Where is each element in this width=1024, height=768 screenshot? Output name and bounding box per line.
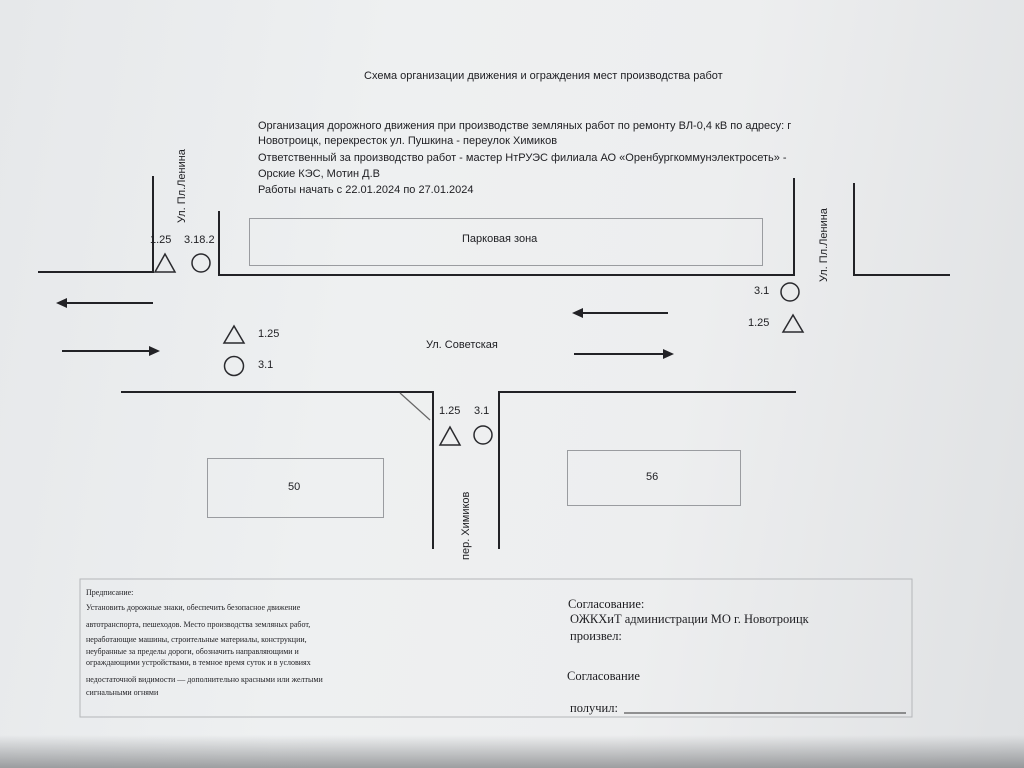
prescription-line-5: неубранные за пределы дороги, обозначить направляющими и xyxy=(86,647,299,656)
approval-org: ОЖКХиТ администрации МО г. Новотроицк xyxy=(570,612,809,626)
info-line-3: Ответственный за производство работ - мастер НтРУЭС филиала АО «Оренбургкоммунэлектросеть» - xyxy=(258,152,787,164)
sign-label-top-left-sign: 3.18.2 xyxy=(184,234,215,246)
warning-triangle-icon xyxy=(155,254,175,272)
prescription-line-8: сигнальными огнями xyxy=(86,688,159,697)
prescription-line-1: Предписание: xyxy=(86,588,134,597)
sign-label-bottom-warning: 1.25 xyxy=(439,405,461,417)
road-edge-bottom-right xyxy=(499,392,796,549)
arrow-right-left-head xyxy=(149,346,160,356)
prescription-line-2: Установить дорожные знаки, обеспечить безопасное движение xyxy=(86,603,301,612)
info-line-1: Организация дорожного движения при производстве земляных работ по ремонту ВЛ-0,4 кВ по адресу: г xyxy=(258,120,792,132)
road-stub-line xyxy=(400,393,430,420)
road-edge-top-left xyxy=(38,176,153,272)
sign-label-mid-left-warning: 1.25 xyxy=(258,328,280,340)
arrow-right-right-head xyxy=(663,349,674,359)
road-edge-top-right xyxy=(854,183,950,275)
street-label-lenina-right: Ул. Пл.Ленина xyxy=(818,208,830,282)
scheme-title: Схема организации движения и ограждения мест производства работ xyxy=(364,70,723,82)
street-label-lenina-left: Ул. Пл.Ленина xyxy=(176,149,188,223)
no-entry-circle-icon xyxy=(781,283,799,301)
warning-triangle-icon xyxy=(224,326,244,343)
prescription-line-7: недостаточной видимости — дополнительно красными или желтыми xyxy=(86,675,323,684)
road-edge-top-middle xyxy=(219,178,794,275)
arrow-left-top-head xyxy=(56,298,67,308)
street-label-khimikov: пер. Химиков xyxy=(460,491,472,560)
arrow-left-right-head xyxy=(572,308,583,318)
no-entry-circle-icon xyxy=(474,426,492,444)
info-line-5: Работы начать с 22.01.2024 по 27.01.2024 xyxy=(258,184,474,196)
building-50-label: 50 xyxy=(288,481,301,493)
prescription-line-6: ограждающими устройствами, в темное время суток и в условиях xyxy=(86,658,311,667)
sign-label-bottom-no-entry: 3.1 xyxy=(474,405,490,417)
info-line-2: Новотроицк, перекресток ул. Пушкина - переулок Химиков xyxy=(258,135,558,147)
approval-heading-2: Согласование xyxy=(567,669,640,683)
prescription-line-4: неработающие машины, строительные материалы, конструкции, xyxy=(86,635,307,644)
prescription-line-3: автотранспорта, пешеходов. Место производства земляных работ, xyxy=(86,620,311,629)
road-edge-bottom-left xyxy=(121,392,433,549)
sign-label-right-no-entry: 3.1 xyxy=(754,285,770,297)
approval-produced: произвел: xyxy=(570,629,622,643)
no-entry-circle-icon xyxy=(225,357,244,376)
info-line-4: Орские КЭС, Мотин Д.В xyxy=(258,168,380,180)
warning-triangle-icon xyxy=(783,315,803,332)
sign-label-top-left-warning: 1.25 xyxy=(150,234,172,246)
park-zone-label: Парковая зона xyxy=(462,233,538,245)
street-label-sovetskaya: Ул. Советская xyxy=(426,339,498,351)
approval-heading: Согласование: xyxy=(568,597,645,611)
sign-label-mid-left-no-entry: 3.1 xyxy=(258,359,274,371)
approval-received: получил: xyxy=(570,701,618,715)
sign-label-right-warning: 1.25 xyxy=(748,317,770,329)
warning-triangle-icon xyxy=(440,427,460,445)
circle-sign-icon xyxy=(192,254,210,272)
building-56-label: 56 xyxy=(646,471,659,483)
